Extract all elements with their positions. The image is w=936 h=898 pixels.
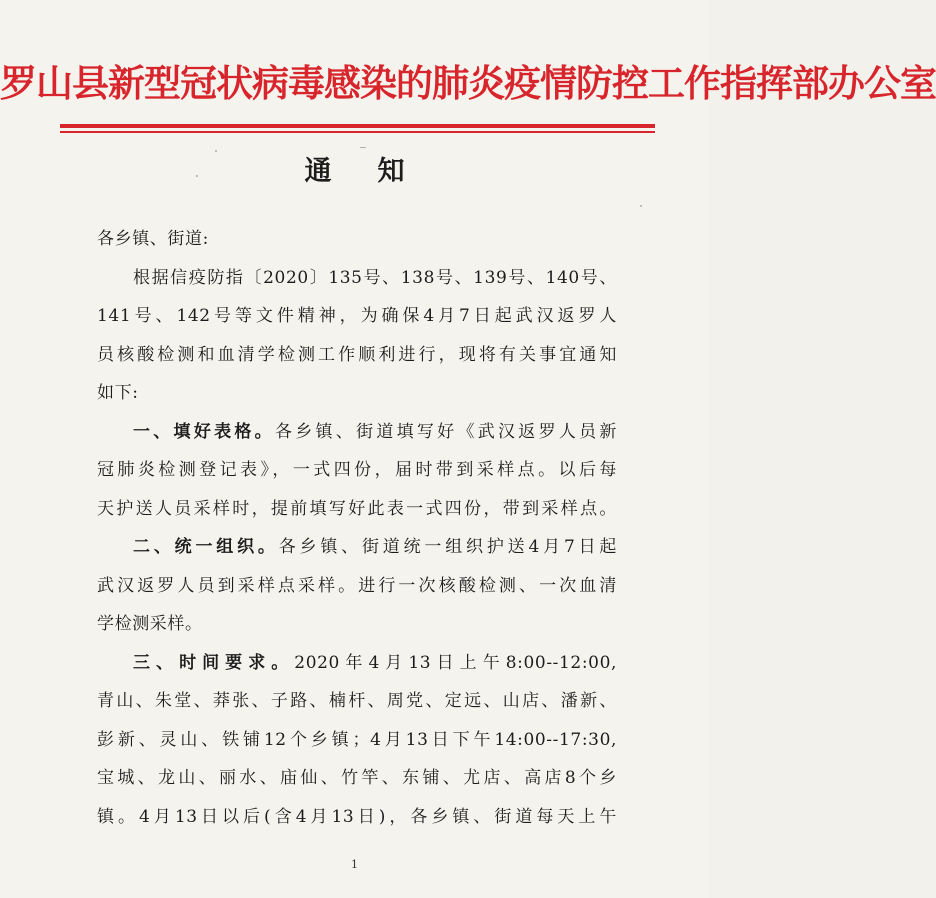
section1-line-1-text: 各乡镇、街道填写好《武汉返罗人员新 — [274, 421, 618, 442]
intro-line-4: 如下: — [97, 383, 139, 403]
notice-title-char-2: 知 — [377, 156, 405, 187]
page-number: 1 — [351, 858, 358, 871]
scan-speck — [215, 150, 217, 152]
section2-heading: 二、统一组织。 — [133, 537, 279, 557]
section3-line-1 — [97, 644, 617, 683]
intro-line-1: 根据信疫防指〔2020〕135号、138号、139号、140号、 — [133, 267, 617, 288]
notice-title-char-1: 通 — [304, 156, 332, 187]
section3-heading: 三、时间要求。 — [133, 652, 295, 673]
intro-line-2: 141号、142号等文件精神，为确保4月7日起武汉返罗人 — [97, 306, 617, 326]
notice-body — [97, 220, 617, 836]
section1-line-2: 冠肺炎检测登记表》，一式四份，届时带到采样点。以后每 — [97, 460, 617, 480]
section3-line-4: 宝城、龙山、丽水、庙仙、竹竿、东铺、尤店、高店8个乡 — [97, 768, 617, 788]
header-red-rule-thin — [60, 131, 655, 133]
section3-line-2: 青山、朱堂、莽张、子路、楠杆、周党、定远、山店、潘新、 — [97, 691, 617, 711]
intro-line-3: 员核酸检测和血清学检测工作顺利进行，现将有关事宜通知 — [97, 344, 617, 365]
section3-line-5: 镇。4月13日以后(含4月13日)，各乡镇、街道每天上午 — [97, 806, 617, 827]
section1-heading: 一、填好表格。 — [133, 421, 275, 442]
section2-line-1-text: 各乡镇、街道统一组织护送4月7日起 — [278, 537, 617, 557]
notice-title — [0, 154, 709, 190]
organization-header: 罗山县新型冠状病毒感染的肺炎疫情防控工作指挥部办公室 — [0, 61, 936, 105]
section3-line-3: 彭新、灵山、铁铺12个乡镇；4月13日下午14:00--17:30, — [97, 729, 617, 750]
scan-speck — [360, 147, 366, 148]
section2-line-1 — [97, 528, 617, 567]
section3-line-1-text: 2020年4月13日上午8:00--12:00, — [294, 652, 617, 673]
section2-line-2: 武汉返罗人员到采样点采样。进行一次核酸检测、一次血清 — [97, 575, 617, 596]
salutation: 各乡镇、街道: — [97, 229, 209, 249]
scan-speck — [196, 175, 198, 177]
section2-line-3: 学检测采样。 — [97, 614, 203, 634]
header-red-rule-thick — [60, 124, 655, 128]
section1-line-3: 天护送人员采样时，提前填写好此表一式四份，带到采样点。 — [97, 498, 617, 519]
section1-line-1 — [97, 413, 617, 452]
scan-speck — [640, 205, 642, 207]
